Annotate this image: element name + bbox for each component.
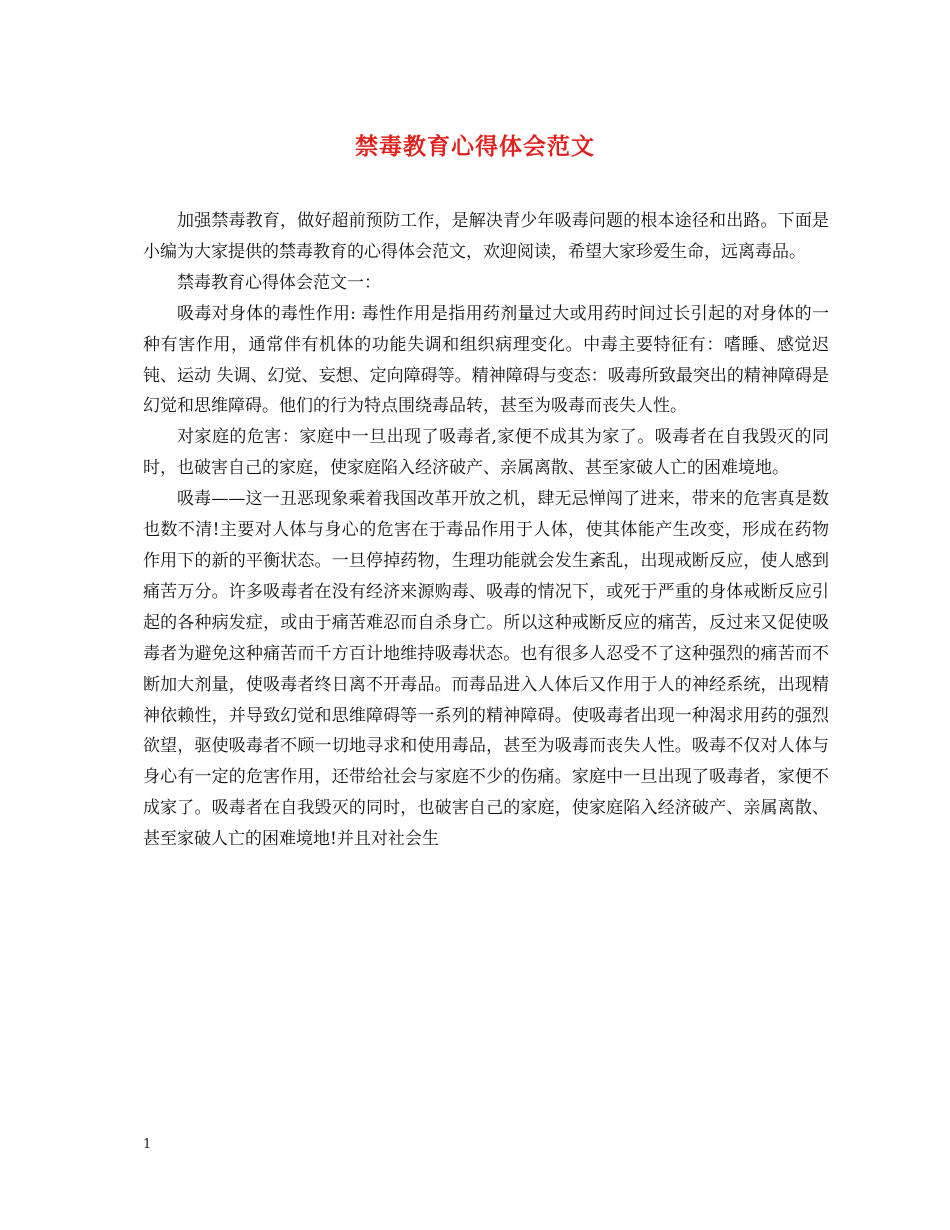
- paragraph-family-harm: 对家庭的危害：家庭中一旦出现了吸毒者,家便不成其为家了。吸毒者在自我毁灭的同时，也破害自己的家庭，使家庭陷入经济破产、亲属离散、甚至家破人亡的困难境地。: [143, 427, 829, 479]
- paragraph-section-heading: 禁毒教育心得体会范文一：: [177, 272, 381, 293]
- document-body: [143, 206, 829, 855]
- page-number: 1: [143, 1137, 152, 1152]
- paragraph-toxic-effects: 吸毒对身体的毒性作用: 毒性作用是指用药剂量过大或用药时间过长引起的对身体的一种有害作用，通常伴有机体的功能失调和组织病理变化。中毒主要特征有：嗜睡、感觉迟钝、运动 失调、幻觉、妄想、定向障碍等。精神障碍与变态：吸毒所致最突出的精神障碍是幻觉和思维障碍。他们的行为特点围绕毒品转，甚至为吸毒而丧失人性。: [143, 303, 829, 417]
- document-title: 禁毒教育心得体会范文: [355, 133, 595, 160]
- paragraph-intro: 加强禁毒教育，做好超前预防工作，是解决青少年吸毒问题的根本途径和出路。下面是小编为大家提供的禁毒教育的心得体会范文，欢迎阅读，希望大家珍爱生命，远离毒品。: [143, 211, 829, 262]
- paragraph-drug-harm: 吸毒——这一丑恶现象乘着我国改革开放之机，肆无忌惮闯了进来，带来的危害真是数也数不清!主要对人体与身心的危害在于毒品作用于人体，使其体能产生改变，形成在药物作用下的新的平衡状态。一旦停掉药物，生理功能就会发生紊乱，出现戒断反应，使人感到痛苦万分。许多吸毒者在没有经济来源购毒、吸毒的情况下，或死于严重的身体戒断反应引起的各种病发症，或由于痛苦难忍而自杀身亡。所以这种戒断反应的痛苦，反过来又促使吸毒者为避免这种痛苦而千方百计地维持吸毒状态。也有很多人忍受不了这种强烈的痛苦而不断加大剂量，使吸毒者终日离不开毒品。而毒品进入人体后又作用于人的神经系统，出现精神依赖性，并导致幻觉和思维障碍等一系列的精神障碍。使吸毒者出现一种渴求用药的强烈欲望，驱使吸毒者不顾一切地寻求和使用毒品，甚至为吸毒而丧失人性。吸毒不仅对人体与身心有一定的危害作用，还带给社会与家庭不少的伤痛。家庭中一旦出现了吸毒者，家便不成家了。吸毒者在自我毁灭的同时，也破害自己的家庭，使家庭陷入经济破产、亲属离散、甚至家破人亡的困难境地!并且对社会生: [143, 489, 829, 850]
